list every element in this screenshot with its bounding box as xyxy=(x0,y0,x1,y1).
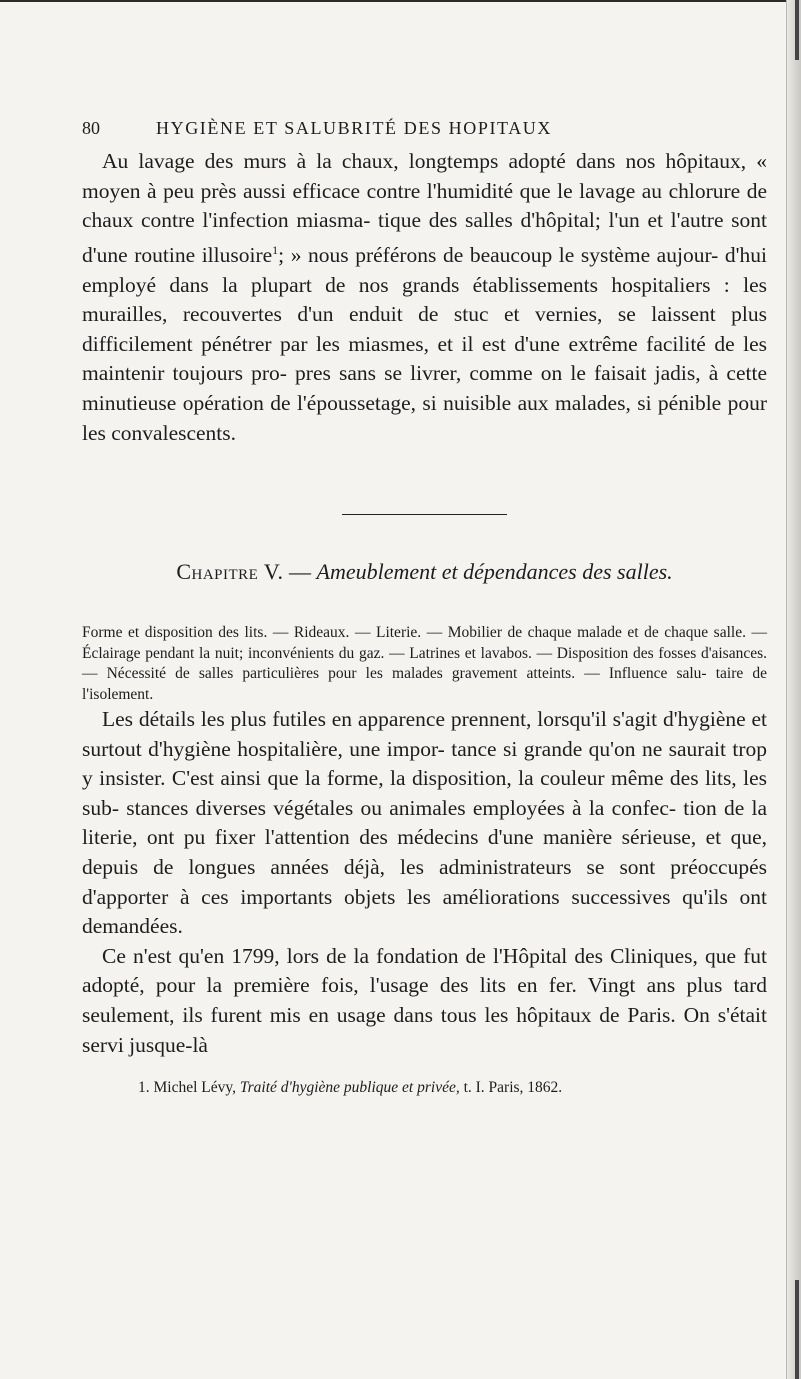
paragraph-iron-beds: Ce n'est qu'en 1799, lors de la fondation de l'Hôpital des Cliniques, que fut adopté, pour la première fois, l'usage des lits en fer. Vingt ans plus tard seulement, ils furent mis en usage dans tous les hôpitaux de Paris. On s'était servi jusque-là xyxy=(82,943,767,1057)
chapter-label: Chapitre V. xyxy=(176,559,284,585)
footnote-author: Michel Lévy, xyxy=(153,1079,236,1097)
running-header xyxy=(82,118,767,139)
chapter-summary: Forme et disposition des lits. — Rideaux. — Literie. — Mobilier de chaque malade et de chaque salle. — Éclairage pendant la nuit; inconvénients du gaz. — Latrines et lavabos. — Disposition des fosses d'aisances. — Nécessité de salles particulières pour les malades gravement atteints. — Influence salu- taire de l'isolement. xyxy=(82,624,767,703)
page-edge-scan-border xyxy=(786,0,801,1379)
footnote-reference: 1 xyxy=(272,242,279,257)
footnote xyxy=(82,1078,767,1098)
paragraph-walls-text-2: ; » nous préférons de beaucoup le système aujour- d'hui employé dans la plupart de nos grands établissements hospitaliers : les murailles, recouvertes d'un enduit de stuc et vernies, se laissent plus difficilement pénétrer par les miasmes, et il est d'une extrême facilité de les maintenir toujours pro- pres sans se livrer, comme on le faisait jadis, à cette minutieuse opération de l'époussetage, si nuisible aux malades, si pénible pour les convalescents. xyxy=(82,242,767,445)
paragraph-walls-text-1: Au lavage des murs à la chaux, longtemps adopté dans nos hôpitaux, « moyen à peu près aussi efficace contre l'humidité que le lavage au chlorure de chaux contre l'infection miasma- tique des salles d'hôpital; l'un et l'autre sont d'une routine illusoire xyxy=(82,149,767,267)
footnote-rest: t. I. Paris, 1862. xyxy=(463,1079,563,1097)
chapter-title: Ameublement et dépendances des salles. xyxy=(316,559,673,585)
chapter-dash: — xyxy=(283,559,317,585)
top-border-rule xyxy=(0,0,787,2)
footnote-number: 1. xyxy=(138,1079,150,1097)
running-title: HYGIÈNE ET SALUBRITÉ DES HOPITAUX xyxy=(156,118,553,138)
paragraph-walls xyxy=(82,147,767,448)
chapter-heading xyxy=(82,559,767,585)
paragraph-details: Les détails les plus futiles en apparence prennent, lorsqu'il s'agit d'hygiène et surtout d'hygiène hospitalière, une impor- tance si grande qu'on ne saurait trop y insister. C'est ainsi que la forme, la disposition, la couleur même des lits, les sub- stances diverses végétales ou animales employées à la confec- tion de la literie, ont pu fixer l'attention des médecins d'une manière sérieuse, et que, depuis de longues années déjà, les administrateurs se sont préoccupés d'apporter à ces importants objets les améliorations successives qu'ils ont demandées. xyxy=(82,707,767,939)
book-page xyxy=(82,118,767,1098)
footnote-work: Traité d'hygiène publique et privée, xyxy=(239,1079,460,1097)
section-divider xyxy=(342,514,507,515)
page-number: 80 xyxy=(82,118,100,138)
